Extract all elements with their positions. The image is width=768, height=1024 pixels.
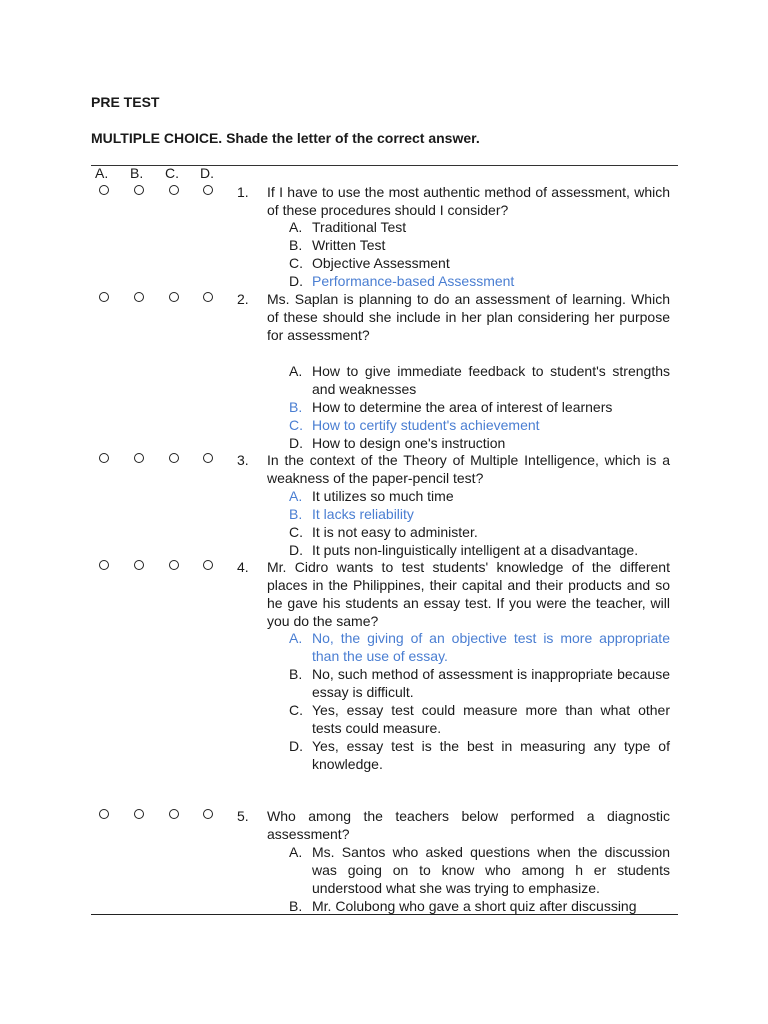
question-number: 2. [237, 291, 249, 307]
question-number: 3. [237, 452, 249, 468]
option-letter: A. [289, 488, 303, 504]
bubble-d[interactable] [203, 292, 213, 302]
option-text: How to determine the area of interest of learners [312, 399, 613, 415]
option-list [289, 843, 670, 915]
answer-bubbles [91, 558, 226, 576]
option-text: Yes, essay test is the best in measuring any type of knowledge. [312, 738, 670, 772]
option-c [289, 416, 670, 434]
bubble-c[interactable] [169, 185, 179, 195]
option-b [289, 398, 670, 416]
option-list [289, 629, 670, 773]
bubble-b[interactable] [134, 453, 144, 463]
question-number: 4. [237, 559, 249, 575]
bubble-a[interactable] [99, 560, 109, 570]
option-letter: A. [289, 630, 303, 646]
option-c [289, 523, 670, 541]
option-list [289, 362, 670, 452]
bubble-b[interactable] [134, 292, 144, 302]
option-letter: C. [289, 702, 303, 718]
option-text: Mr. Colubong who gave a short quiz after discussing [312, 898, 637, 914]
header-b: B. [130, 165, 144, 181]
bubble-c[interactable] [169, 809, 179, 819]
question-text: Mr. Cidro wants to test students' knowledge of the different places in the Philippines, their capital and their products and so he gave his students an essay test. If you were the teacher, will you do the same? [267, 559, 670, 629]
option-text: Yes, essay test could measure more than what other tests could measure. [312, 702, 670, 736]
option-letter: B. [289, 506, 303, 522]
option-letter: A. [289, 219, 303, 235]
option-letter: B. [289, 898, 303, 914]
option-text: Traditional Test [312, 219, 407, 235]
page-title: PRE TEST [91, 94, 160, 110]
option-letter: B. [289, 237, 303, 253]
question-text: Who among the teachers below performed a diagnostic assessment? [267, 808, 670, 842]
bubble-c[interactable] [169, 453, 179, 463]
option-text: Objective Assessment [312, 255, 450, 271]
answer-bubbles [91, 290, 226, 308]
bubble-a[interactable] [99, 185, 109, 195]
option-text: It utilizes so much time [312, 488, 454, 504]
header-d: D. [200, 165, 214, 181]
bottom-rule [91, 914, 678, 915]
option-list [289, 218, 670, 290]
header-c: C. [165, 165, 179, 181]
bubble-d[interactable] [203, 560, 213, 570]
bubble-d[interactable] [203, 809, 213, 819]
option-b [289, 505, 670, 523]
option-letter: A. [289, 844, 303, 860]
option-letter: D. [289, 273, 303, 289]
bubble-c[interactable] [169, 560, 179, 570]
option-text: How to design one's instruction [312, 435, 506, 451]
option-b [289, 897, 670, 915]
option-letter: B. [289, 666, 303, 682]
option-a [289, 629, 670, 665]
option-text: It is not easy to administer. [312, 524, 478, 540]
question-number: 5. [237, 808, 249, 824]
bubble-b[interactable] [134, 185, 144, 195]
option-d [289, 737, 670, 773]
option-c [289, 701, 670, 737]
option-letter: C. [289, 417, 303, 433]
header-a: A. [95, 165, 109, 181]
option-letter: D. [289, 435, 303, 451]
bubble-a[interactable] [99, 453, 109, 463]
bubble-d[interactable] [203, 185, 213, 195]
question-text: Ms. Saplan is planning to do an assessment of learning. Which of these should she include in her plan considering her purpose for assessment? [267, 291, 670, 343]
bubble-b[interactable] [134, 809, 144, 819]
option-d [289, 434, 670, 452]
instructions: MULTIPLE CHOICE. Shade the letter of the correct answer. [91, 130, 480, 146]
option-b [289, 236, 670, 254]
option-a [289, 362, 670, 398]
option-d [289, 272, 670, 290]
answer-bubbles [91, 451, 226, 469]
option-letter: D. [289, 542, 303, 558]
option-text: How to give immediate feedback to student's strengths and weaknesses [312, 363, 670, 397]
bubble-a[interactable] [99, 292, 109, 302]
option-list [289, 487, 670, 559]
option-c [289, 254, 670, 272]
option-text: It lacks reliability [312, 506, 414, 522]
option-text: How to certify student's achievement [312, 417, 540, 433]
answer-bubbles [91, 183, 226, 201]
option-a [289, 487, 670, 505]
bubble-a[interactable] [99, 809, 109, 819]
option-text: No, such method of assessment is inappropriate because essay is difficult. [312, 666, 670, 700]
bubble-c[interactable] [169, 292, 179, 302]
question-text: In the context of the Theory of Multiple Intelligence, which is a weakness of the paper-pencil test? [267, 452, 670, 486]
option-b [289, 665, 670, 701]
answer-bubbles [91, 807, 226, 825]
option-text: Ms. Santos who asked questions when the discussion was going on to know who among h er students understood what she was trying to emphasize. [312, 844, 670, 896]
option-letter: C. [289, 524, 303, 540]
option-d [289, 541, 670, 559]
option-a [289, 218, 670, 236]
top-rule [91, 165, 678, 166]
bubble-d[interactable] [203, 453, 213, 463]
option-a [289, 843, 670, 897]
option-letter: D. [289, 738, 303, 754]
option-text: It puts non-linguistically intelligent at a disadvantage. [312, 542, 639, 558]
question-number: 1. [237, 184, 249, 200]
option-text: Performance-based Assessment [312, 273, 515, 289]
option-letter: C. [289, 255, 303, 271]
question-text: If I have to use the most authentic method of assessment, which of these procedures should I consider? [267, 184, 670, 218]
option-letter: B. [289, 399, 303, 415]
option-text: No, the giving of an objective test is more appropriate than the use of essay. [312, 630, 670, 664]
option-text: Written Test [312, 237, 386, 253]
bubble-b[interactable] [134, 560, 144, 570]
option-letter: A. [289, 363, 303, 379]
